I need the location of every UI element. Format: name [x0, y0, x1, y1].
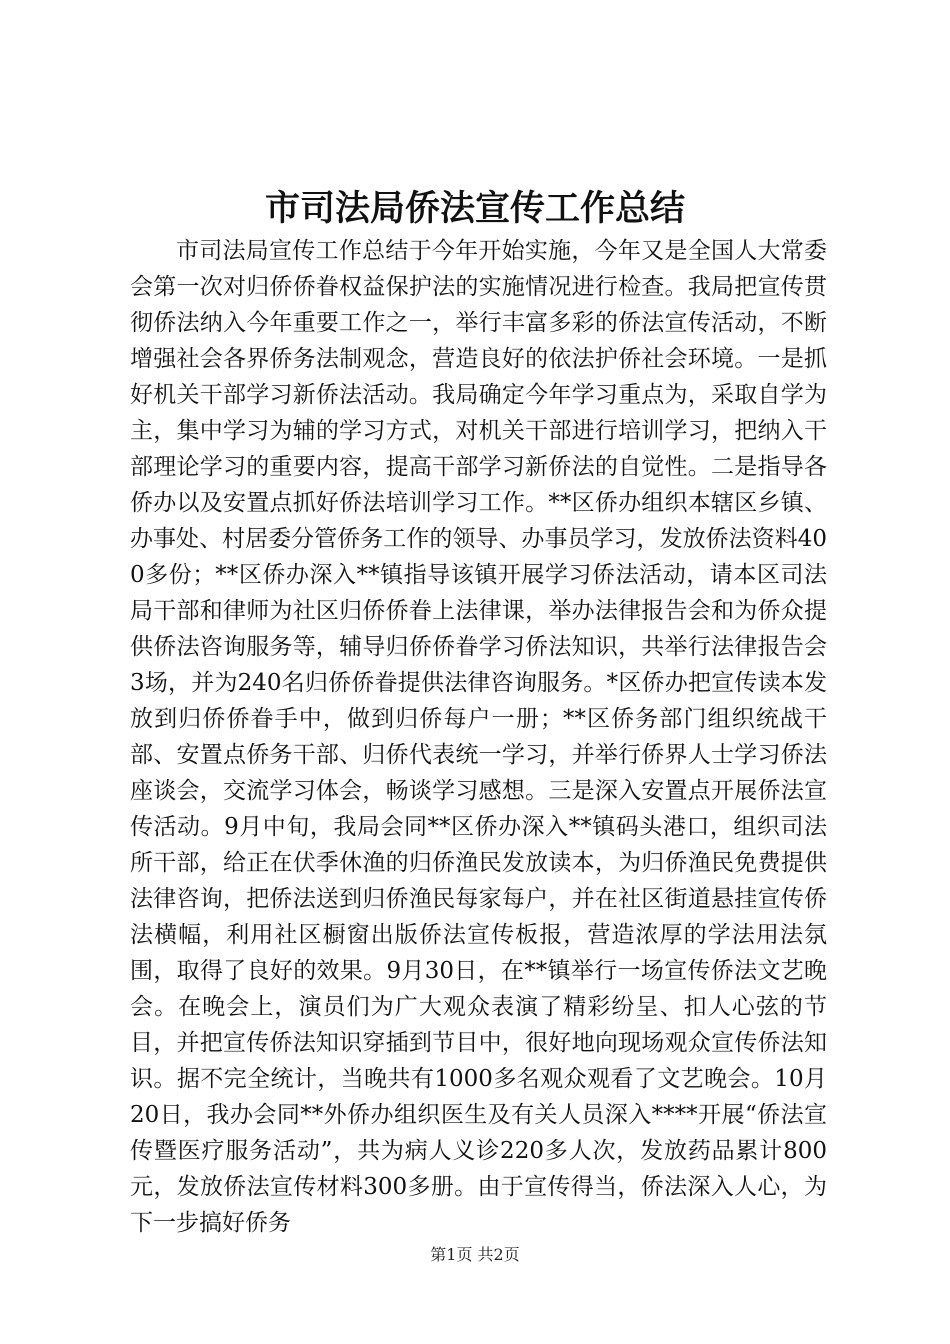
page-number: 第1页 共2页 — [430, 1245, 520, 1264]
body-paragraph: 市司法局宣传工作总结于今年开始实施，今年又是全国人大常委会第一次对归侨侨眷权益保护法的实施情况进行检查。我局把宣传贯彻侨法纳入今年重要工作之一，举行丰富多彩的侨法宣传活动，不断增强社会各界侨务法制观念，营造良好的依法护侨社会环境。一是抓好机关干部学习新侨法活动。我局确定今年学习重点为，采取自学为主，集中学习为辅的学习方式，对机关干部进行培训学习，把纳入干部理论学习的重要内容，提高干部学习新侨法的自觉性。二是指导各侨办以及安置点抓好侨法培训学习工作。**区侨办组织本辖区乡镇、办事处、村居委分管侨务工作的领导、办事员学习，发放侨法资料400多份；**区侨办深入**镇指导该镇开展学习侨法活动，请本区司法局干部和律师为社区归侨侨眷上法律课，举办法律报告会和为侨众提供侨法咨询服务等，辅导归侨侨眷学习侨法知识，共举行法律报告会3场，并为240名归侨侨眷提供法律咨询服务。*区侨办把宣传读本发放到归侨侨眷手中，做到归侨每户一册；**区侨务部门组织统战干部、安置点侨务干部、归侨代表统一学习，并举行侨界人士学习侨法座谈会，交流学习体会，畅谈学习感想。三是深入安置点开展侨法宣传活动。9月中旬，我局会同**区侨办深入**镇码头港口，组织司法所干部，给正在伏季休渔的归侨渔民发放读本，为归侨渔民免费提供法律咨询，把侨法送到归侨渔民每家每户，并在社区街道悬挂宣传侨法横幅，利用社区橱窗出版侨法宣传板报，营造浓厚的学法用法氛围，取得了良好的效果。9月30日，在**镇举行一场宣传侨法文艺晚会。在晚会上，演员们为广大观众表演了精彩纷呈、扣人心弦的节目，并把宣传侨法知识穿插到节目中，很好地向现场观众宣传侨法知识。据不完全统计，当晚共有1000多名观众观看了文艺晚会。10月20日，我办会同**外侨办组织医生及有关人员深入****开展“侨法宣传暨医疗服务活动”，共为病人义诊220多人次，发放药品累计800元，发放侨法宣传材料300多册。由于宣传得当，侨法深入人心，为下一步搞好侨务 — [130, 238, 827, 1236]
document-title: 市司法局侨法宣传工作总结 — [264, 188, 685, 229]
